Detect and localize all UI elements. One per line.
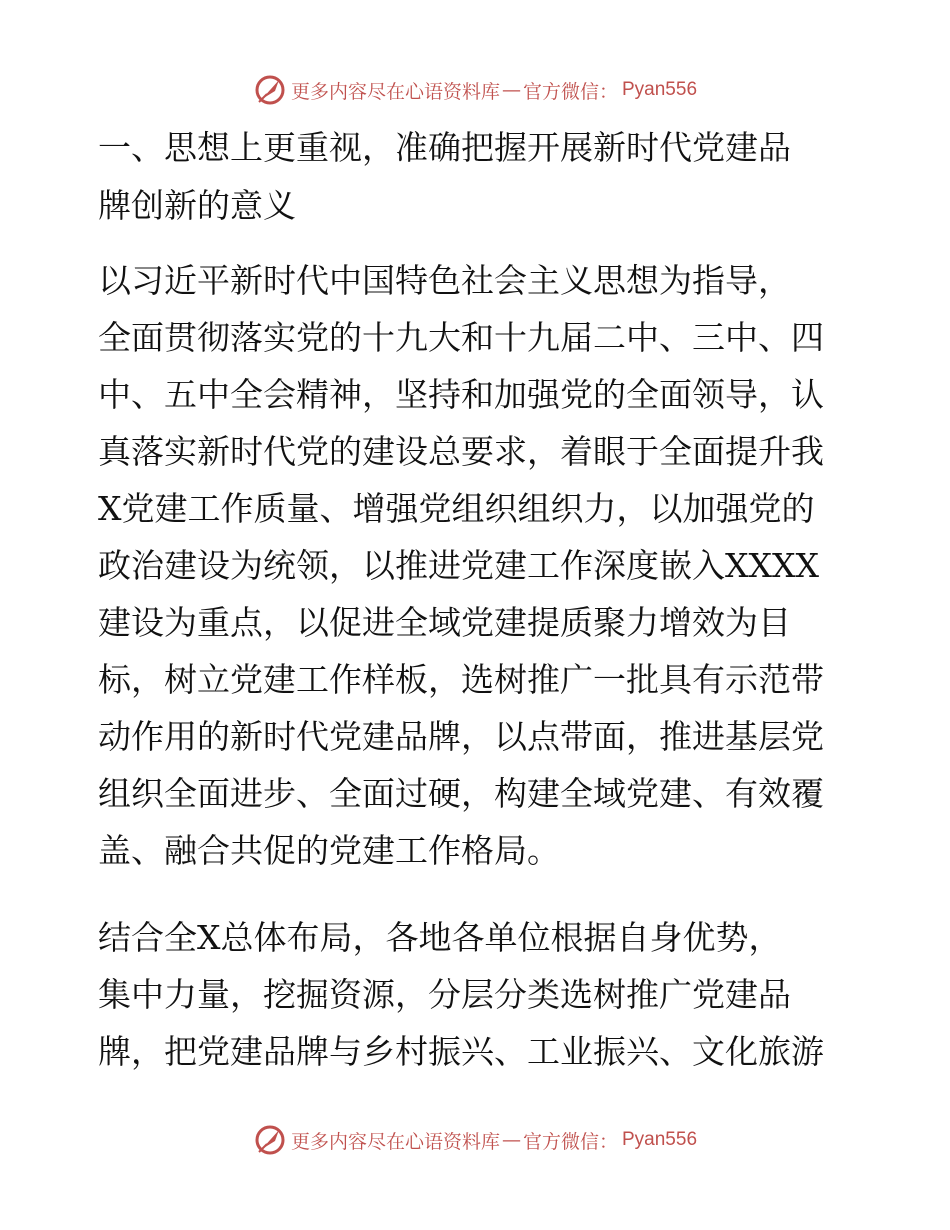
- header-banner: [0, 72, 950, 108]
- quill-circle-icon: [253, 1123, 287, 1157]
- banner-text: 更多内容尽在心语资料库: [290, 80, 500, 103]
- banner-separator: —: [501, 1129, 521, 1151]
- paragraph-line: X党建工作质量、增强党组织组织力，以加强党的: [98, 489, 815, 528]
- paragraph-line: 真落实新时代党的建设总要求，着眼于全面提升我: [98, 432, 824, 471]
- banner-wechat-label: 官方微信：: [522, 80, 618, 103]
- banner-wechat-id: Pyan556: [622, 1129, 698, 1150]
- heading-line: 牌创新的意义: [98, 186, 296, 225]
- quill-circle-icon: [253, 73, 287, 107]
- paragraph-line: 组织全面进步、全面过硬，构建全域党建、有效覆: [98, 774, 824, 813]
- banner-separator: —: [501, 79, 521, 101]
- banner-wechat-label: 官方微信：: [522, 1130, 618, 1153]
- heading-line: 一、思想上更重视，准确把握开展新时代党建品: [98, 128, 791, 167]
- footer-banner: [0, 1122, 950, 1158]
- paragraph-line: 全面贯彻落实党的十九大和十九届二中、三中、四: [98, 318, 824, 357]
- paragraph-line: 中、五中全会精神，坚持和加强党的全面领导，认: [98, 375, 824, 414]
- banner-wechat-id: Pyan556: [622, 79, 698, 100]
- paragraph-line: 牌，把党建品牌与乡村振兴、工业振兴、文化旅游: [98, 1032, 824, 1071]
- paragraph-line: 以习近平新时代中国特色社会主义思想为指导，: [98, 261, 791, 300]
- paragraph-line: 动作用的新时代党建品牌，以点带面，推进基层党: [98, 717, 824, 756]
- paragraph-line: 建设为重点，以促进全域党建提质聚力增效为目: [98, 603, 791, 642]
- paragraph-line: 集中力量，挖掘资源，分层分类选树推广党建品: [98, 975, 791, 1014]
- paragraph-line: 政治建设为统领，以推进党建工作深度嵌入XXXX: [98, 546, 819, 585]
- paragraph-line: 盖、融合共促的党建工作格局。: [98, 831, 560, 870]
- paragraph-line: 结合全X总体布局，各地各单位根据自身优势，: [98, 918, 782, 957]
- paragraph-line: 标，树立党建工作样板，选树推广一批具有示范带: [98, 660, 824, 699]
- banner-text: 更多内容尽在心语资料库: [290, 1130, 500, 1153]
